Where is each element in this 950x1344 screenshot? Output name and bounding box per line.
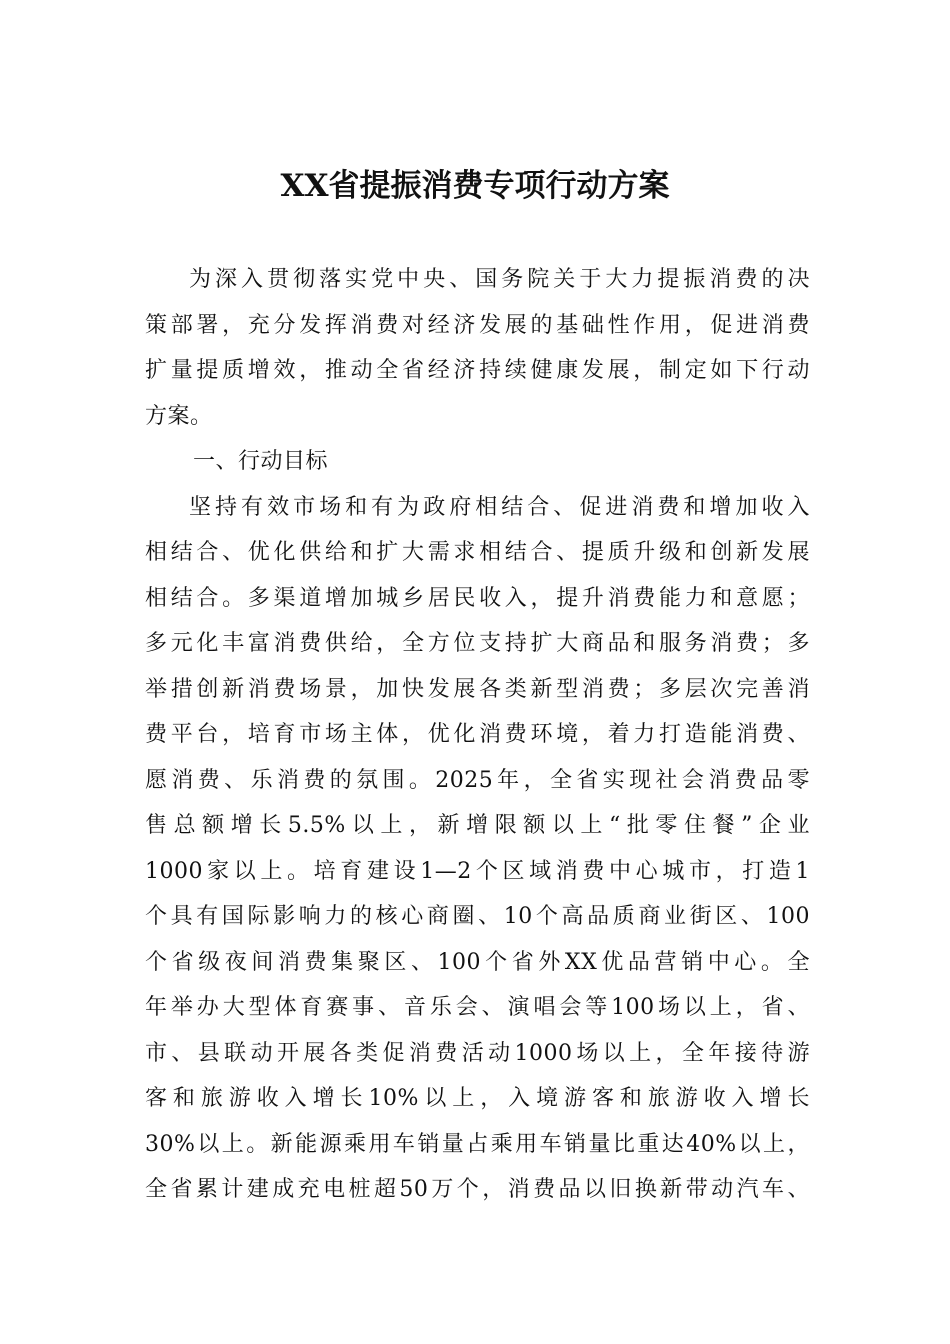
body-line: 个具有国际影响力的核心商圈、10个高品质商业街区、100 (145, 904, 810, 929)
intro-line: 扩量提质增效，推动全省经济持续健康发展，制定如下行动 (145, 358, 810, 383)
body-line: 坚持有效市场和有为政府相结合、促进消费和增加收入 (189, 494, 810, 520)
body-line: 费平台，培育市场主体，优化消费环境，着力打造能消费、 (145, 722, 810, 747)
body-line: 售总额增长5.5%以上，新增限额以上“批零住餐”企业 (145, 813, 810, 838)
body-line: 相结合、优化供给和扩大需求相结合、提质升级和创新发展 (145, 540, 810, 565)
document-body (145, 257, 810, 1213)
body-line: 相结合。多渠道增加城乡居民收入，提升消费能力和意愿； (145, 585, 810, 611)
body-line: 市、县联动开展各类促消费活动1000场以上，全年接待游 (145, 1040, 810, 1066)
document-title: XX省提振消费专项行动方案 (280, 168, 670, 204)
intro-paragraph (145, 257, 810, 439)
body-line: 举措创新消费场景，加快发展各类新型消费；多层次完善消 (145, 676, 810, 702)
section-heading: 一、行动目标 (193, 449, 329, 474)
intro-line: 为深入贯彻落实党中央、国务院关于大力提振消费的决 (189, 267, 810, 292)
body-line: 1000家以上。培育建设1—2个区域消费中心城市，打造1 (145, 858, 810, 884)
section-paragraph (145, 485, 810, 1213)
body-line: 多元化丰富消费供给，全方位支持扩大商品和服务消费；多 (145, 631, 810, 656)
body-line: 愿消费、乐消费的氛围。2025年，全省实现社会消费品零 (145, 767, 810, 793)
body-line: 个省级夜间消费集聚区、100个省外XX优品营销中心。全 (145, 949, 810, 975)
body-line: 客和旅游收入增长10%以上，入境游客和旅游收入增长 (145, 1086, 810, 1111)
body-line: 30%以上。新能源乘用车销量占乘用车销量比重达40%以上， (145, 1131, 810, 1157)
intro-line: 策部署，充分发挥消费对经济发展的基础性作用，促进消费 (145, 312, 810, 338)
intro-line: 方案。 (145, 403, 213, 429)
body-line: 全省累计建成充电桩超50万个，消费品以旧换新带动汽车、 (145, 1177, 810, 1202)
body-line: 年举办大型体育赛事、音乐会、演唱会等100场以上，省、 (145, 995, 810, 1020)
